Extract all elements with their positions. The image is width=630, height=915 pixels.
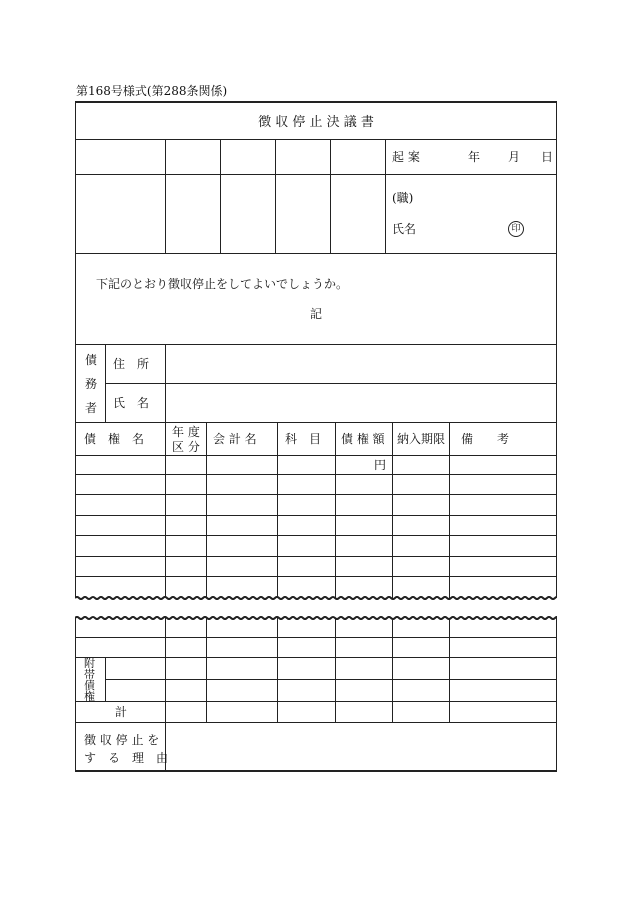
header-claim-name: 債 権 名 [84, 432, 145, 446]
yen-unit: 円 [374, 458, 387, 472]
year-label: 年 [468, 150, 481, 164]
form-number: 第168号様式(第288条関係) [76, 84, 228, 98]
table-row[interactable] [76, 619, 556, 637]
attached-claim-char-2: 帯 [84, 668, 95, 681]
approval-stamp-cell-4[interactable] [276, 140, 330, 253]
attached-claim-row[interactable] [106, 658, 556, 679]
table-row[interactable] [76, 536, 556, 556]
month-label: 月 [508, 150, 521, 164]
table-row[interactable] [76, 638, 556, 657]
approval-stamp-cell-3[interactable] [221, 140, 275, 253]
table-row[interactable] [76, 475, 556, 494]
reason-field[interactable] [166, 723, 556, 769]
day-label: 日 [541, 150, 554, 164]
address-label: 住 所 [113, 357, 150, 371]
attached-claim-char-1: 附 [84, 657, 95, 670]
table-row[interactable] [76, 516, 556, 535]
page-break-upper-line [75, 596, 557, 600]
seal-mark: 印 [508, 221, 524, 237]
debtor-label-char-3: 者 [85, 401, 98, 415]
draft-label: 起 案 [392, 150, 420, 164]
table-row[interactable] [76, 577, 556, 597]
reason-label-line1: 徴 収 停 止 を [84, 733, 160, 747]
position-label: (職) [392, 191, 414, 205]
debtor-name-field[interactable] [166, 384, 556, 422]
header-due-date: 納入期限 [397, 432, 446, 446]
approval-stamp-cell-2[interactable] [166, 140, 220, 253]
header-year-section-line2: 区 分 [172, 440, 200, 454]
approval-stamp-cell-1[interactable] [76, 140, 165, 253]
table-row[interactable] [76, 456, 556, 474]
total-label: 計 [115, 705, 128, 719]
form-title: 徴 収 停 止 決 議 書 [258, 115, 374, 130]
header-remarks: 備 考 [461, 432, 510, 446]
ki-label: 記 [310, 307, 323, 321]
header-subject: 科 目 [285, 432, 322, 446]
table-row[interactable] [76, 495, 556, 515]
header-claim-amount: 債 権 額 [341, 432, 385, 446]
total-row[interactable] [166, 702, 556, 722]
intro-text: 下記のとおり徴収停止をしてよいでしょうか。 [96, 277, 349, 291]
header-account-name: 会 計 名 [213, 432, 257, 446]
debtor-label-char-1: 債 [85, 353, 98, 367]
drafter-name-label: 氏名 [392, 222, 417, 236]
attached-claim-char-3: 債 [84, 679, 95, 692]
debtor-label-char-2: 務 [85, 377, 98, 391]
debtor-name-label: 氏 名 [113, 396, 150, 410]
attached-claim-char-4: 権 [84, 690, 95, 703]
attached-claim-row[interactable] [106, 680, 556, 701]
reason-label-line2: す る 理 由 [84, 751, 169, 765]
address-field[interactable] [166, 345, 556, 383]
table-row[interactable] [76, 557, 556, 576]
approval-stamp-cell-5[interactable] [331, 140, 385, 253]
header-year-section-line1: 年 度 [172, 425, 200, 439]
